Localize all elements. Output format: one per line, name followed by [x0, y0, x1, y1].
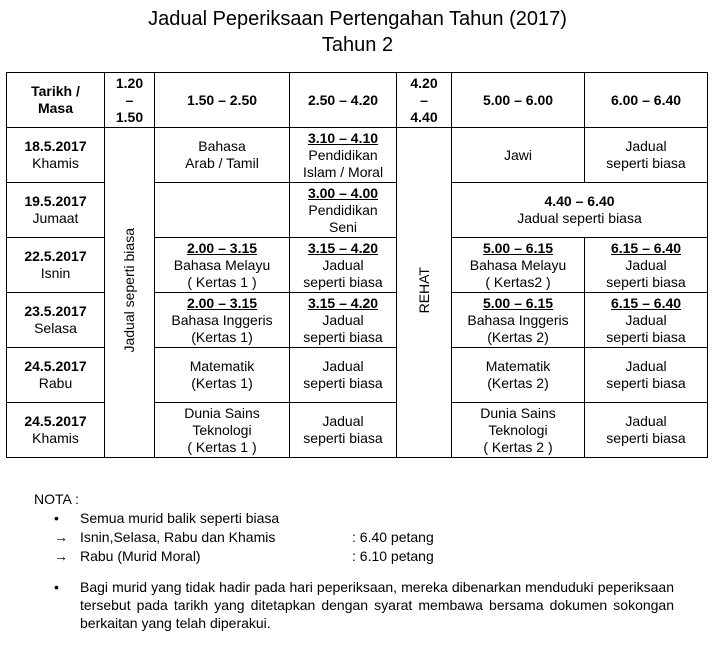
- table-row: [7, 128, 708, 183]
- subject-cell: Dunia Sains Teknologi ( Kertas 2 ): [452, 403, 585, 458]
- subject-cell: Jadual seperti biasa: [290, 403, 397, 458]
- subject-cell: Jadual seperti biasa: [585, 128, 708, 183]
- subject-cell: 6.15 – 6.40 Jadual seperti biasa: [585, 293, 708, 348]
- note-bullet: • Semua murid balik seperti biasa: [54, 510, 280, 526]
- subject-cell: Jadual seperti biasa: [290, 348, 397, 403]
- header-slot-1: 1.20 – 1.50: [105, 73, 155, 128]
- date-cell: 24.5.2017 Khamis: [7, 403, 105, 458]
- vertical-regular-cell: [105, 128, 155, 458]
- arrow-right-icon: →: [54, 548, 68, 564]
- header-slot-2: 1.50 – 2.50: [155, 73, 290, 128]
- subject-cell: 6.15 – 6.40 Jadual seperti biasa: [585, 238, 708, 293]
- subject-cell: Jadual seperti biasa: [585, 348, 708, 403]
- note-paragraph: • Bagi murid yang tidak hadir pada hari peperiksaan, mereka dibenarkan menduduki peperiksaan tersebut pada tarikh yang ditetapkan dengan syarat membawa bersama dokumen sokongan berkaitan yang telah diperakui.: [54, 579, 674, 631]
- subject-cell: Dunia Sains Teknologi ( Kertas 1 ): [155, 403, 290, 458]
- header-slot-4: 4.20 – 4.40: [397, 73, 452, 128]
- page-title: Jadual Peperiksaan Pertengahan Tahun (2017): [148, 8, 567, 30]
- subject-cell: 2.00 – 3.15 Bahasa Melayu ( Kertas 1 ): [155, 238, 290, 293]
- subject-cell: 3.15 – 4.20 Jadual seperti biasa: [290, 293, 397, 348]
- header-row: [7, 73, 708, 128]
- date-cell: 18.5.2017 Khamis: [7, 128, 105, 183]
- notes-section: [34, 490, 674, 632]
- merged-cell: 4.40 – 6.40 Jadual seperti biasa: [452, 183, 708, 238]
- date-cell: 22.5.2017 Isnin: [7, 238, 105, 293]
- subject-cell: Jawi: [452, 128, 585, 183]
- subject-cell: 5.00 – 6.15 Bahasa Melayu ( Kertas2 ): [452, 238, 585, 293]
- bullet-icon: •: [54, 579, 59, 595]
- page-subtitle: Tahun 2: [321, 34, 394, 56]
- rehat-cell: [397, 128, 452, 458]
- header-slot-5: 5.00 – 6.00: [452, 73, 585, 128]
- subject-cell: Matematik (Kertas 2): [452, 348, 585, 403]
- subject-cell: Matematik (Kertas 1): [155, 348, 290, 403]
- header-date: Tarikh / Masa: [7, 73, 105, 128]
- date-cell: 19.5.2017 Jumaat: [7, 183, 105, 238]
- subject-cell: Bahasa Arab / Tamil: [155, 128, 290, 183]
- empty-cell: [155, 183, 290, 238]
- subject-cell: 3.15 – 4.20 Jadual seperti biasa: [290, 238, 397, 293]
- note-arrow: → Rabu (Murid Moral) : 6.10 petang: [54, 548, 434, 564]
- exam-schedule-table: [6, 72, 708, 458]
- notes-heading: NOTA :: [34, 491, 79, 507]
- subject-cell: 3.00 – 4.00 Pendidikan Seni: [290, 183, 397, 238]
- vertical-regular-label: Jadual seperti biasa: [121, 228, 137, 353]
- date-cell: 24.5.2017 Rabu: [7, 348, 105, 403]
- note-arrow: → Isnin,Selasa, Rabu dan Khamis : 6.40 petang: [54, 529, 434, 545]
- subject-cell: Jadual seperti biasa: [585, 403, 708, 458]
- subject-cell: 3.10 – 4.10 Pendidikan Islam / Moral: [290, 128, 397, 183]
- subject-cell: 2.00 – 3.15 Bahasa Inggeris (Kertas 1): [155, 293, 290, 348]
- rehat-label: REHAT: [415, 267, 432, 314]
- arrow-right-icon: →: [54, 529, 68, 545]
- subject-cell: 5.00 – 6.15 Bahasa Inggeris (Kertas 2): [452, 293, 585, 348]
- date-cell: 23.5.2017 Selasa: [7, 293, 105, 348]
- bullet-icon: •: [54, 510, 59, 526]
- header-slot-6: 6.00 – 6.40: [585, 73, 708, 128]
- header-slot-3: 2.50 – 4.20: [290, 73, 397, 128]
